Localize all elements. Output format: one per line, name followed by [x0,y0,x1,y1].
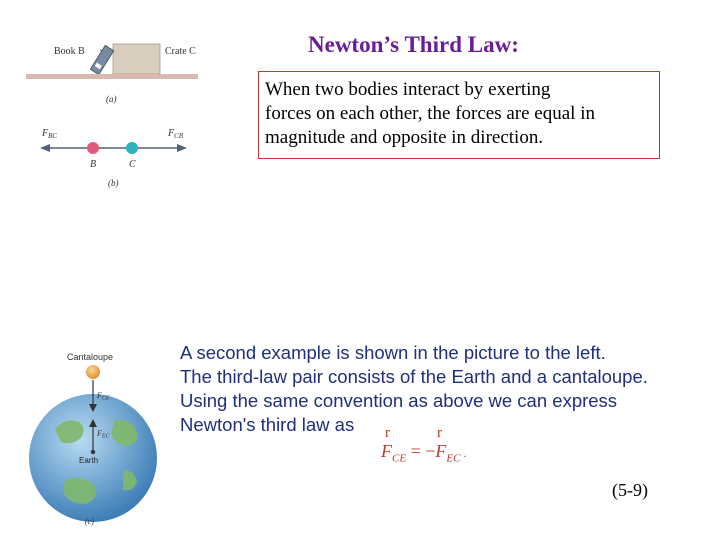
panel-a-label: (a) [106,94,117,104]
earth-label: Earth [79,456,99,465]
eq-end: . [460,446,467,460]
book [90,45,113,74]
vector-arrow-icon: r [437,425,442,441]
table-surface [26,74,198,79]
panel-b-label: (b) [108,178,119,188]
definition-box [258,71,660,159]
paragraph-line: A second example is shown in the picture to the left. [180,342,606,363]
book-label: Book B [54,46,85,57]
eq-operator: = − [406,441,436,461]
figure-book-crate [20,30,220,200]
eq-lhs-symbol: F [381,441,392,461]
force-ce-label: FCE [97,391,110,402]
crate-label: Crate C [165,46,196,57]
ball-b [87,142,99,154]
earth-center-dot [91,450,95,454]
eq-rhs-symbol: F [435,441,447,461]
force-bc-label: $F_{BC}$ [42,128,58,140]
page-title: Newton’s Third Law: [308,32,519,57]
arrow-left-icon [40,144,50,152]
vector-arrow-icon: r [385,425,390,441]
eq-lhs-sub: CE [392,452,407,465]
paragraph-line: The third-law pair consists of the Earth and a cantaloupe. [180,366,648,387]
definition-line: magnitude and opposite in direction. [265,127,544,148]
crate [113,44,160,74]
paragraph-line: Newton's third law as [180,414,355,435]
cantaloupe-label: Cantaloupe [67,352,114,362]
example-paragraph [180,341,648,437]
paragraph-line: Using the same convention as above we can express [180,390,618,411]
equation-number: (5-9) [612,480,648,500]
definition-line: When two bodies interact by exerting [265,79,551,100]
arrow-right-icon [177,144,187,152]
definition-line: forces on each other, the forces are equal in [265,103,595,124]
cantaloupe [86,365,100,379]
panel-c-label: (c) [85,517,94,526]
eq-rhs-sub: EC [446,452,461,465]
point-b-label: B [90,159,97,170]
figure-earth-cantaloupe [25,330,165,530]
third-law-equation [381,425,467,465]
point-c-label: C [129,159,136,170]
ball-c [126,142,138,154]
force-ec-label: FEC [97,429,110,440]
force-cb-label: $F_{CB}$ [168,128,184,140]
